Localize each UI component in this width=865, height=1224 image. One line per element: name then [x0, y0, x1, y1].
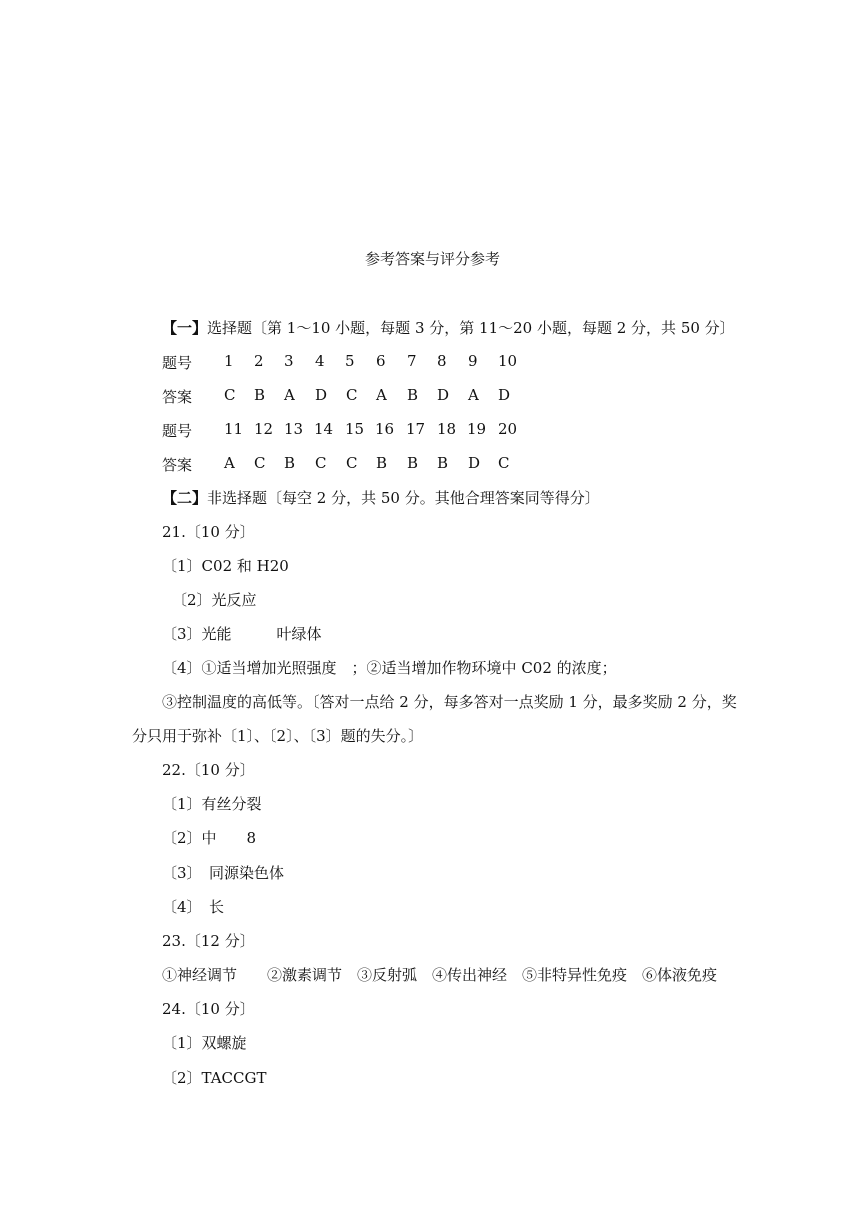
- table-cell: 19: [467, 420, 487, 438]
- table-cell: B: [407, 386, 419, 404]
- q24-header: 24.〔10 分〕: [162, 1000, 255, 1018]
- table-cell: 11: [224, 420, 244, 438]
- table-cell: B: [376, 454, 388, 472]
- table-cell: 1: [224, 352, 234, 370]
- q21-header: 21.〔10 分〕: [162, 523, 255, 541]
- section2-bracket: 【二】: [162, 489, 208, 507]
- table-cell: 15: [345, 420, 365, 438]
- table-cell: 12: [254, 420, 274, 438]
- table-cell: 6: [376, 352, 386, 370]
- section2-text: 非选择题〔每空 2 分，共 50 分。其他合理答案同等得分〕: [207, 489, 600, 507]
- row-label: 题号: [162, 422, 193, 440]
- q21-answer-3: 〔3〕光能 叶绿体: [162, 625, 322, 643]
- table-cell: C: [224, 386, 236, 404]
- section1-bracket: 【一】: [162, 319, 208, 337]
- q22-answer-4: 〔4〕 长: [162, 898, 225, 916]
- table-cell: 2: [254, 352, 264, 370]
- table-cell: 20: [498, 420, 518, 438]
- table-cell: 8: [437, 352, 447, 370]
- section2-heading: [162, 488, 600, 508]
- table-cell: B: [284, 454, 296, 472]
- table-cell: B: [437, 454, 449, 472]
- q22-header: 22.〔10 分〕: [162, 761, 255, 779]
- q23-header: 23.〔12 分〕: [162, 932, 255, 950]
- row-label: 答案: [162, 456, 193, 474]
- table-cell: 5: [345, 352, 355, 370]
- table-cell: 7: [407, 352, 417, 370]
- table-cell: D: [498, 386, 511, 404]
- table-cell: 4: [315, 352, 325, 370]
- q21-answer-4: 〔4〕①适当增加光照强度 ；②适当增加作物环境中 C02 的浓度；: [162, 659, 617, 677]
- table-cell: C: [315, 454, 327, 472]
- table-cell: B: [407, 454, 419, 472]
- q21-answer-1: 〔1〕C02 和 H20: [162, 557, 289, 575]
- q22-answer-2: 〔2〕中 8: [162, 829, 257, 847]
- table-cell: B: [254, 386, 266, 404]
- table-cell: A: [468, 386, 479, 404]
- table-cell: D: [437, 386, 450, 404]
- table-cell: 9: [468, 352, 478, 370]
- table-cell: 10: [498, 352, 518, 370]
- document-title: 参考答案与评分参考: [364, 250, 500, 268]
- table-cell: D: [468, 454, 481, 472]
- q21-answer-4-continued-2: 分只用于弥补〔1〕、〔2〕、〔3〕题的失分。〕: [132, 727, 424, 745]
- row-label: 题号: [162, 354, 193, 372]
- table-cell: C: [498, 454, 510, 472]
- table-cell: 18: [437, 420, 457, 438]
- q21-answer-2: 〔2〕光反应: [172, 591, 257, 609]
- table-cell: D: [315, 386, 328, 404]
- table-cell: C: [254, 454, 266, 472]
- section1-text: 选择题〔第 1～10 小题，每题 3 分，第 11～20 小题，每题 2 分，共 50 分〕: [207, 319, 735, 337]
- table-cell: 13: [284, 420, 304, 438]
- q21-answer-4-continued: ③控制温度的高低等。〔答对一点给 2 分，每多答对一点奖励 1 分，最多奖励 2 分，奖: [162, 693, 737, 711]
- q22-answer-3: 〔3〕 同源染色体: [162, 864, 285, 882]
- table-cell: A: [376, 386, 387, 404]
- table-cell: 14: [314, 420, 334, 438]
- section1-heading: [162, 318, 735, 338]
- row-label: 答案: [162, 388, 193, 406]
- table-cell: A: [224, 454, 235, 472]
- table-cell: C: [346, 386, 358, 404]
- table-cell: 17: [406, 420, 426, 438]
- q24-answer-2: 〔2〕TACCGT: [162, 1069, 267, 1087]
- table-cell: A: [284, 386, 295, 404]
- table-cell: C: [346, 454, 358, 472]
- table-cell: 16: [375, 420, 395, 438]
- q24-answer-1: 〔1〕双螺旋: [162, 1034, 247, 1052]
- q22-answer-1: 〔1〕有丝分裂: [162, 795, 262, 813]
- q23-answers: ①神经调节 ②激素调节 ③反射弧 ④传出神经 ⑤非特异性免疫 ⑥体液免疫: [162, 966, 718, 984]
- table-cell: 3: [284, 352, 294, 370]
